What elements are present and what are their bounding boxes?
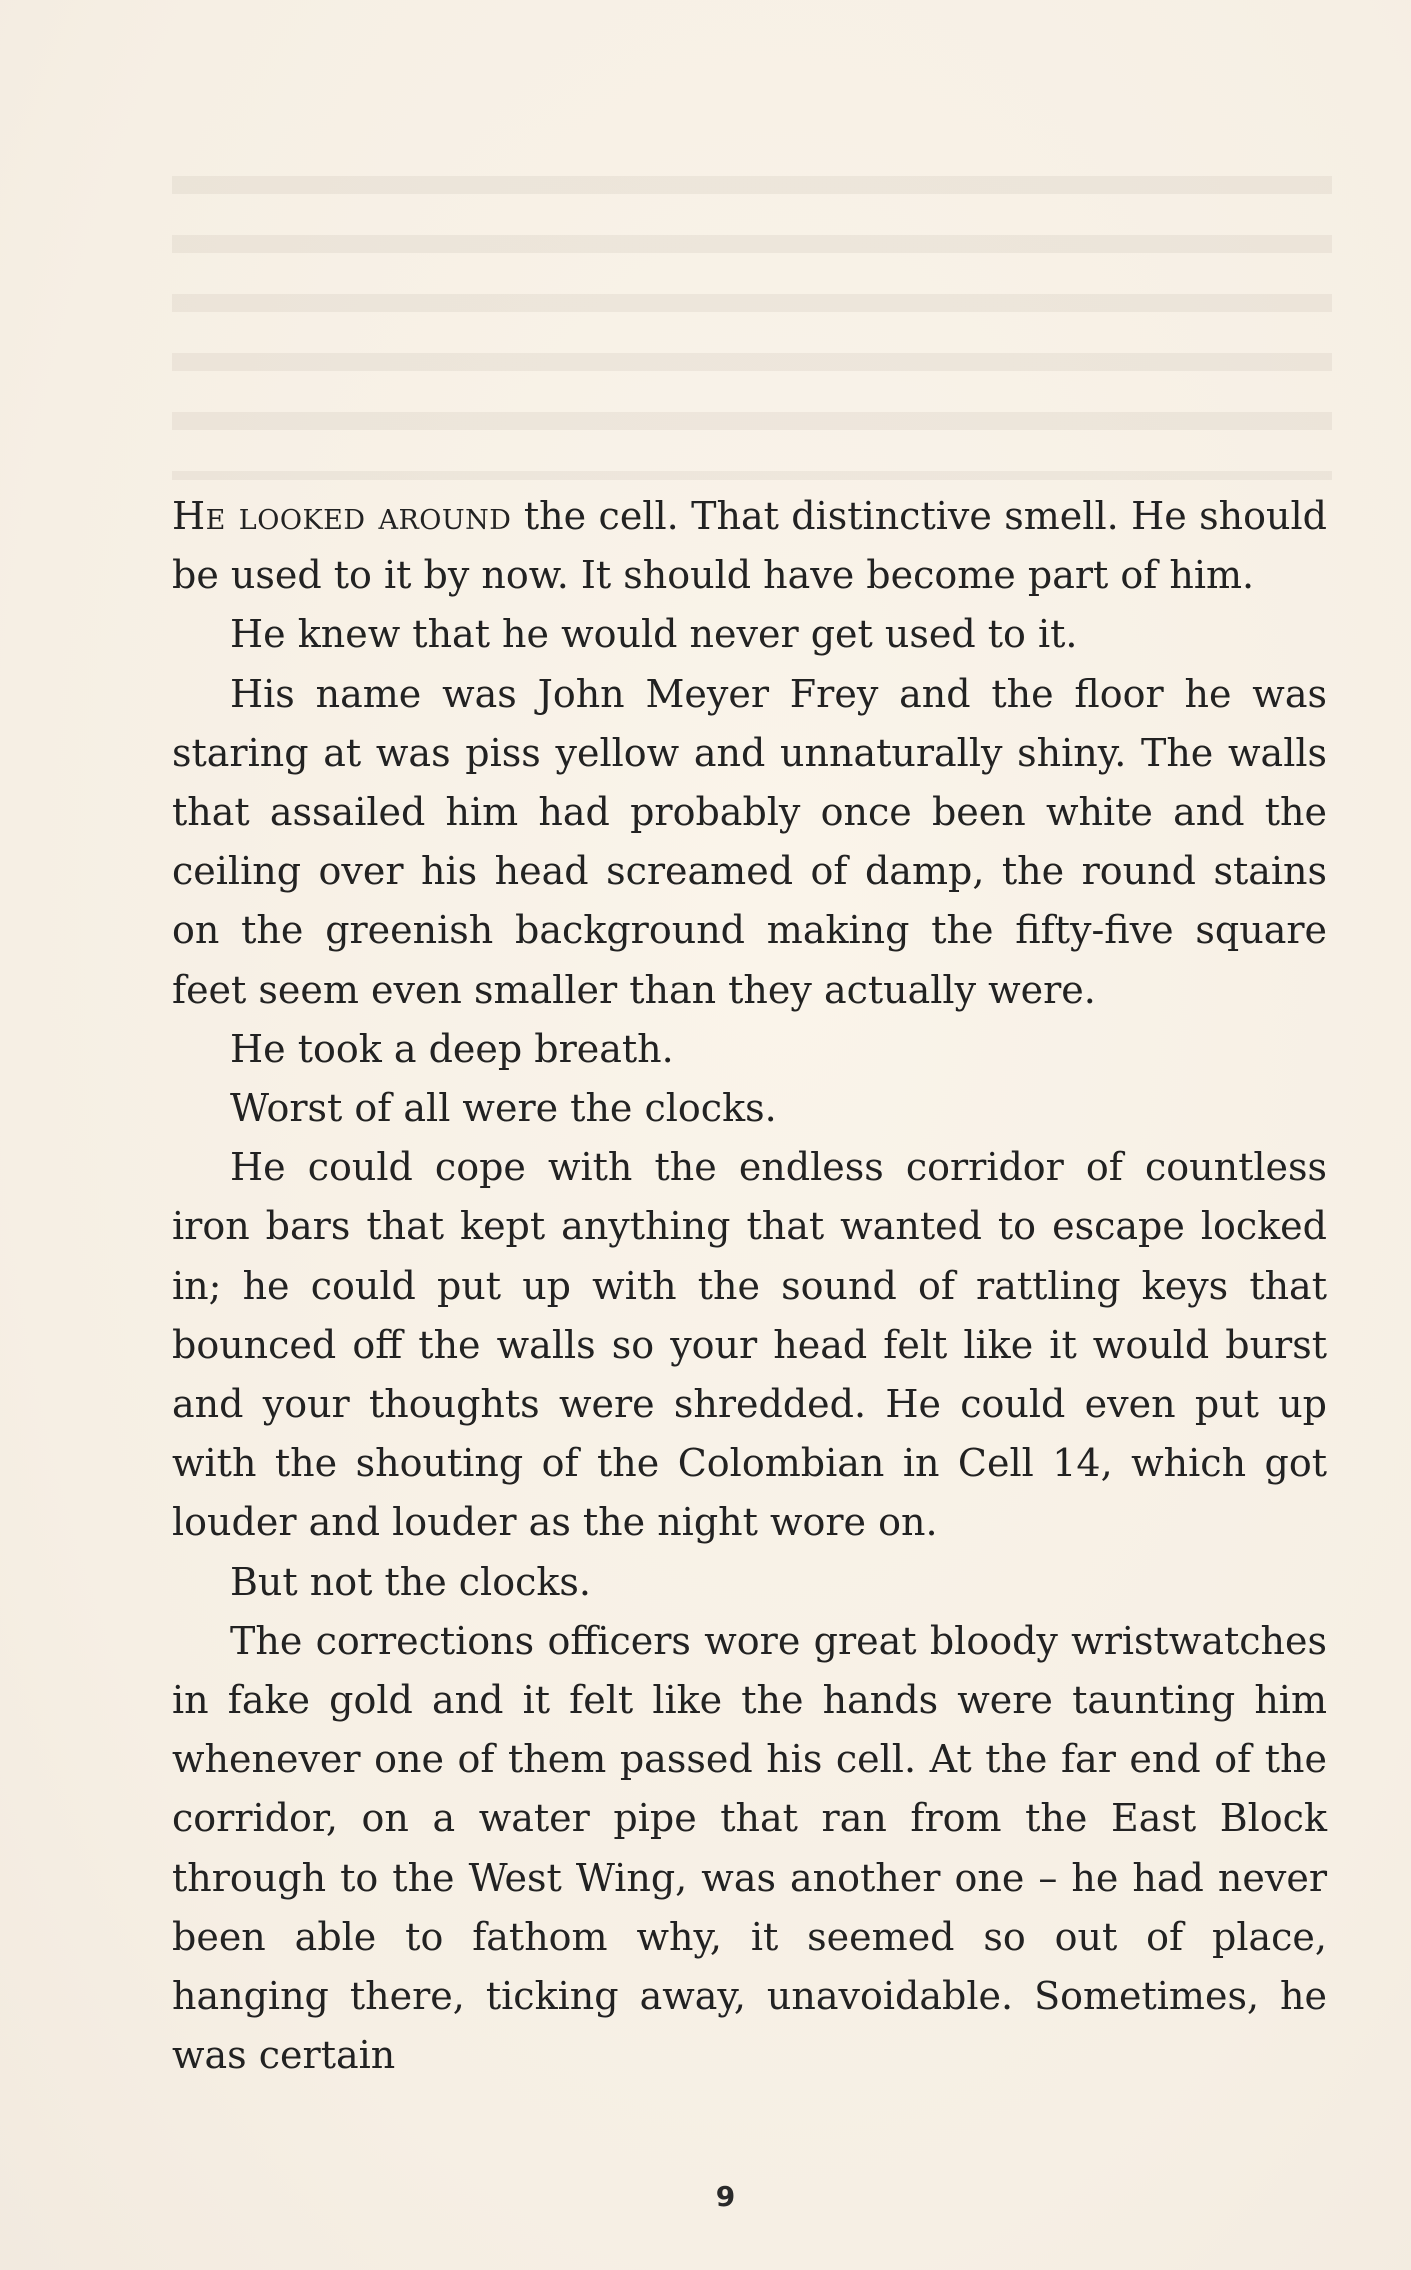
page-number: 9 — [715, 2180, 736, 2213]
opening-paragraph-text: the cell. That distinctive smell. He should be used to it by now. It should have become part of him. — [172, 494, 1327, 598]
opening-lead-in: He looked around — [172, 494, 512, 538]
opening-paragraph — [172, 487, 1327, 605]
paragraph-1: He knew that he would never get used to it. — [230, 612, 1078, 657]
paragraph-3: He took a deep breath. — [230, 1026, 674, 1071]
body-text — [172, 487, 1327, 2085]
paragraph-6: But not the clocks. — [230, 1559, 591, 1604]
bleed-through-shadow — [172, 150, 1332, 480]
paragraph-5: He could cope with the endless corridor of countless iron bars that kept anything that wanted to escape locked in; he could put up with the sound of rattling keys that bounced off the walls so your head felt like it would burst and your thoughts were shredded. He could even put up with the shouting of the Colombian in Cell 14, which got louder and louder as the night wore on. — [172, 1145, 1327, 1545]
paragraph-2: His name was John Meyer Frey and the floor he was staring at was piss yellow and unnaturally shiny. The walls that assailed him had probably once been white and the ceiling over his head screamed of damp, the round stains on the greenish background making the fifty-five square feet seem even smaller than they actually were. — [172, 671, 1327, 1012]
paragraph-7: The corrections officers wore great bloody wristwatches in fake gold and it felt like the hands were taunting him whenever one of them passed his cell. At the far end of the corridor, on a water pipe that ran from the East Block through to the West Wing, was another one – he had never been able to fathom why, it seemed so out of place, hanging there, ticking away, unavoidable. Sometimes, he was certain — [172, 1618, 1327, 2078]
paragraph-4: Worst of all were the clocks. — [230, 1086, 777, 1131]
